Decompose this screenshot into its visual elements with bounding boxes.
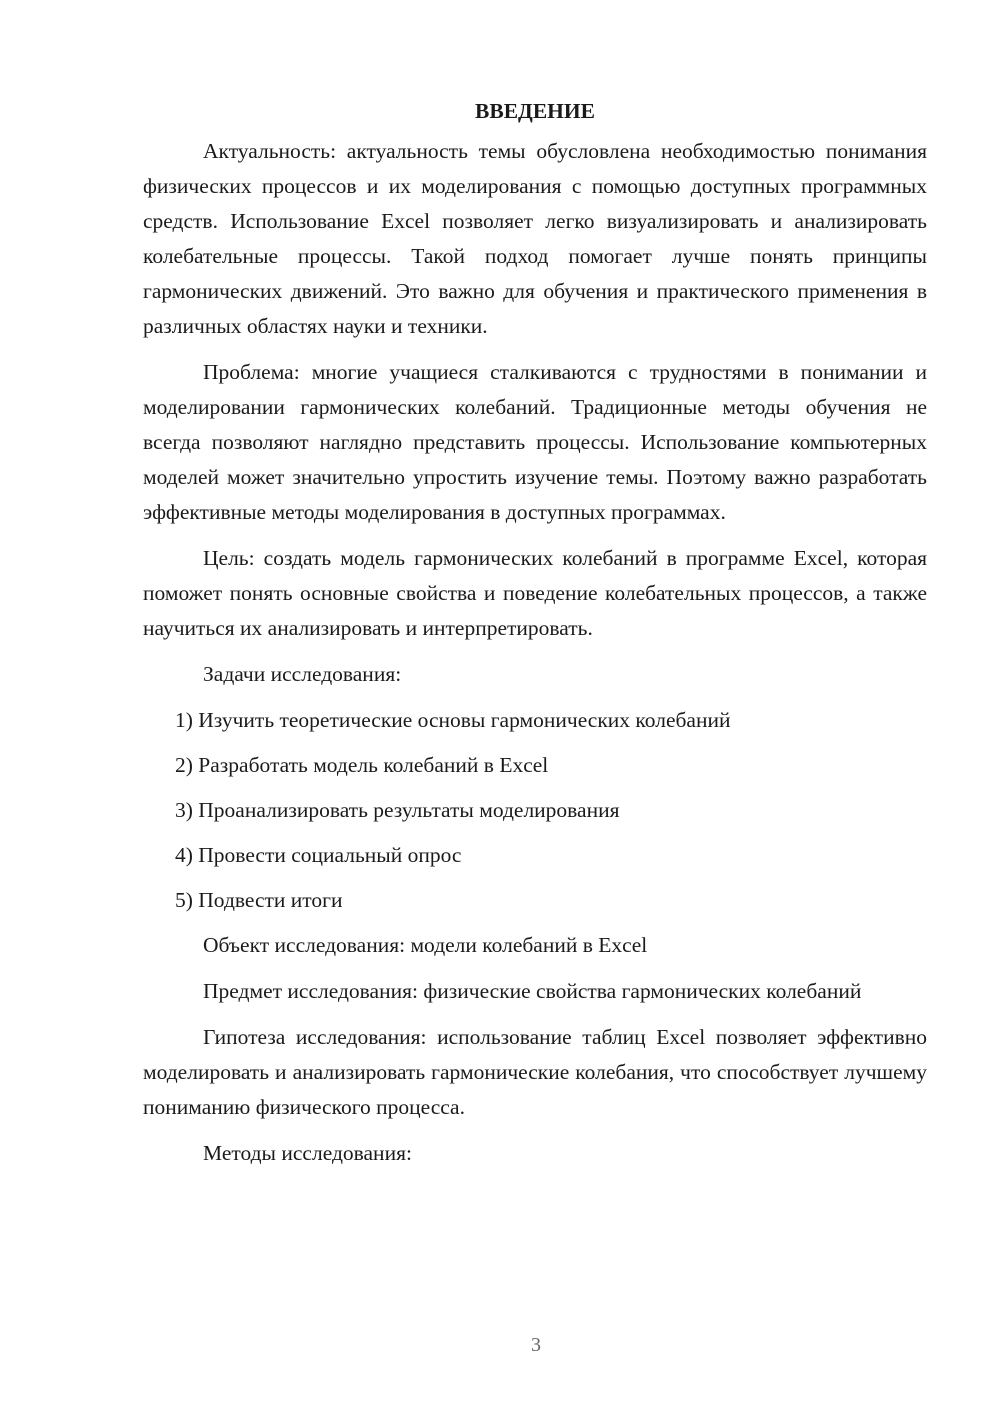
research-object: Объект исследования: модели колебаний в Excel xyxy=(203,933,648,957)
paragraph-problem: Проблема: многие учащиеся сталкиваются с трудностями в понимании и моделировании гармонических колебаний. Традиционные методы обучения не всегда позволяют наглядно представить процессы. Использование компьютерных моделей может значительно упростить изучение темы. Поэтому важно разработать эффективные методы моделирования в доступных программах. xyxy=(143,360,927,524)
section-title: ВВЕДЕНИЕ xyxy=(475,99,595,123)
research-subject: Предмет исследования: физические свойства гармонических колебаний xyxy=(203,979,862,1003)
task-item-1: 1) Изучить теоретические основы гармонических колебаний xyxy=(175,708,731,732)
task-item-4: 4) Провести социальный опрос xyxy=(175,843,462,867)
paragraph-relevance: Актуальность: актуальность темы обусловлена необходимостью понимания физических процессов и их моделирования с помощью доступных программных средств. Использование Excel позволяет легко визуализировать и анализировать колебательные процессы. Такой подход помогает лучше понять принципы гармонических движений. Это важно для обучения и практического применения в различных областях науки и техники. xyxy=(143,139,927,338)
tasks-heading: Задачи исследования: xyxy=(203,662,402,686)
methods-heading: Методы исследования: xyxy=(203,1141,412,1165)
task-item-2: 2) Разработать модель колебаний в Excel xyxy=(175,753,549,777)
research-hypothesis: Гипотеза исследования: использование таблиц Excel позволяет эффективно моделировать и анализировать гармонические колебания, что способствует лучшему пониманию физического процесса. xyxy=(143,1025,927,1119)
page-content xyxy=(143,96,927,1182)
page-number: 3 xyxy=(531,1334,541,1356)
paragraph-goal: Цель: создать модель гармонических колебаний в программе Excel, которая поможет понять основные свойства и поведение колебательных процессов, а также научиться их анализировать и интерпретировать. xyxy=(143,546,927,640)
task-item-3: 3) Проанализировать результаты моделирования xyxy=(175,798,620,822)
task-item-5: 5) Подвести итоги xyxy=(175,888,343,912)
